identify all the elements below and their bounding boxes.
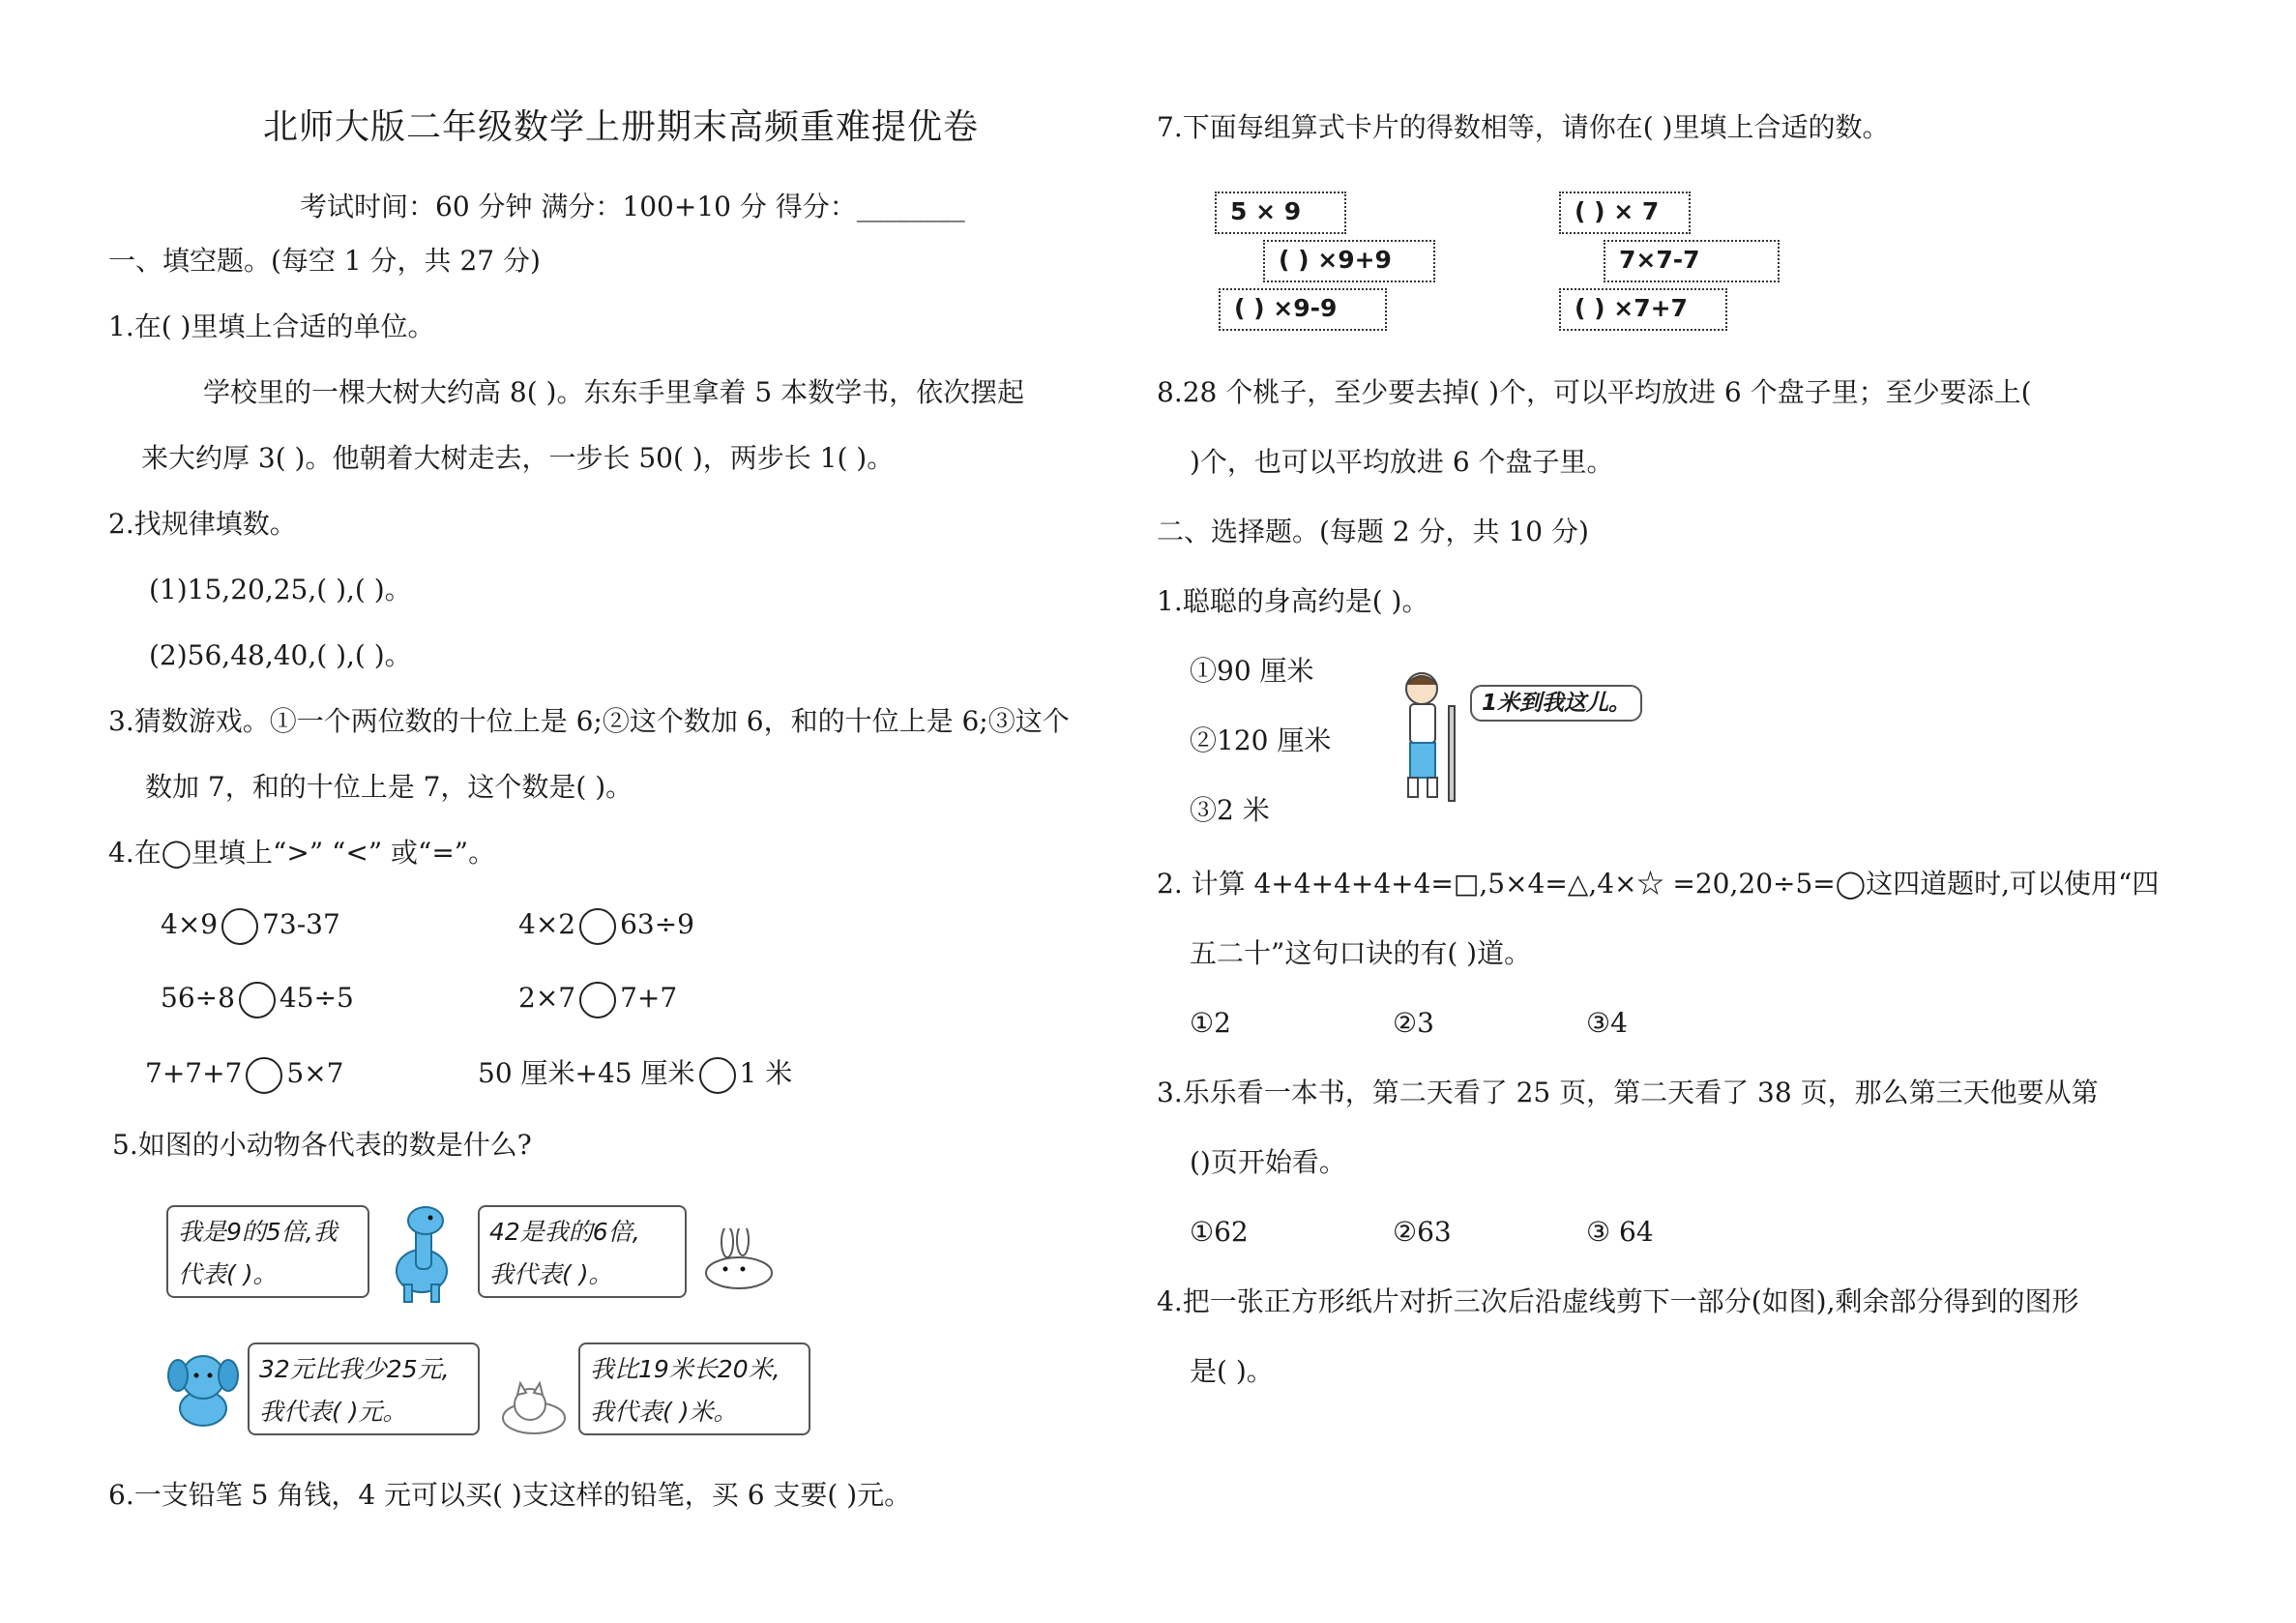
compare-left: 4×9	[161, 908, 219, 940]
c3-line2: ()页开始看。	[1190, 1146, 1346, 1178]
compare-circle[interactable]	[221, 908, 258, 945]
c2-option-3: ③4	[1586, 1007, 1628, 1039]
giraffe-icon	[377, 1203, 456, 1304]
section2-heading: 二、选择题。(每题 2 分，共 10 分)	[1157, 516, 1589, 547]
q3-line2: 数加 7，和的十位上是 7，这个数是( )。	[145, 771, 633, 803]
exam-info: 考试时间：60 分钟 满分：100+10 分 得分：________	[300, 191, 965, 222]
compare-left: 4×2	[518, 908, 576, 940]
c4-line1: 4.把一张正方形纸片对折三次后沿虚线剪下一部分(如图),剩余部分得到的图形	[1157, 1285, 2079, 1317]
expression-card: ( ) × 7	[1559, 192, 1691, 234]
q1-line2: 来大约厚 3( )。他朝着大树走去，一步长 50( )，两步长 1( )。	[141, 442, 895, 474]
c3-line1: 3.乐乐看一本书，第二天看了 25 页，第二天看了 38 页，那么第三天他要从第	[1157, 1077, 2099, 1108]
compare-right: 1 米	[739, 1057, 793, 1089]
section1-heading: 一、填空题。(每空 1 分，共 27 分)	[108, 245, 541, 277]
compare-right: 45÷5	[279, 982, 354, 1014]
q1-stem: 1.在( )里填上合适的单位。	[108, 310, 435, 342]
c3-option-3: ③ 64	[1586, 1216, 1654, 1248]
compare-right: 63÷9	[620, 908, 694, 940]
speech-bubble: 我是9的5倍,我 代表( )。	[166, 1205, 369, 1298]
c2-option-2: ②3	[1393, 1007, 1434, 1039]
compare-left: 56÷8	[161, 982, 235, 1014]
q8-line1: 8.28 个桃子，至少要去掉( )个，可以平均放进 6 个盘子里；至少要添上(	[1157, 376, 2032, 408]
compare-item	[478, 1056, 792, 1094]
compare-right: 5×7	[286, 1057, 344, 1089]
c2-line2: 五二十”这句口诀的有( )道。	[1190, 937, 1532, 969]
compare-circle[interactable]	[699, 1057, 736, 1094]
compare-item	[518, 981, 677, 1018]
c3-option-1: ①62	[1190, 1216, 1249, 1248]
expression-card: ( ) ×9-9	[1219, 288, 1387, 331]
compare-left: 50 厘米+45 厘米	[478, 1057, 695, 1089]
compare-right: 7+7	[620, 982, 678, 1014]
q8-line2: )个，也可以平均放进 6 个盘子里。	[1190, 446, 1614, 478]
q4-stem: 4.在◯里填上“>” “<” 或“=”。	[108, 837, 496, 869]
q2-a: (1)15,20,25,( ),( )。	[149, 574, 412, 605]
q3-line1: 3.猜数游戏。①一个两位数的十位上是 6;②这个数加 6，和的十位上是 6;③这个	[108, 705, 1070, 737]
child-measuring-icon	[1393, 667, 1462, 803]
q2-b: (2)56,48,40,( ),( )。	[149, 639, 412, 671]
q1-line1: 学校里的一棵大树大约高 8( )。东东手里拿着 5 本数学书，依次摆起	[203, 376, 1025, 408]
c2-line1: 2. 计算 4+4+4+4+4=□,5×4=△,4×☆ =20,20÷5=◯这四道题时,可以使用“四	[1157, 868, 2160, 900]
compare-circle[interactable]	[579, 982, 616, 1018]
expression-card: 7×7-7	[1604, 240, 1780, 282]
dog-icon	[164, 1348, 242, 1430]
c1-option-3: ③2 米	[1190, 794, 1270, 826]
compare-left: 2×7	[518, 982, 576, 1014]
page-title: 北师大版二年级数学上册期末高频重难提优卷	[263, 107, 980, 147]
compare-right: 73-37	[262, 908, 340, 940]
c1-stem: 1.聪聪的身高约是( )。	[1157, 585, 1429, 617]
q6: 6.一支铅笔 5 角钱，4 元可以买( )支这样的铅笔，买 6 支要( )元。	[108, 1479, 912, 1511]
q5-stem: 5.如图的小动物各代表的数是什么?	[112, 1129, 532, 1161]
expression-card: 5 × 9	[1215, 192, 1346, 234]
speech-bubble: 32元比我少25元, 我代表( )元。	[248, 1343, 480, 1435]
c1-option-1: ①90 厘米	[1190, 655, 1314, 687]
c3-option-2: ②63	[1393, 1216, 1452, 1248]
c2-option-1: ①2	[1190, 1007, 1231, 1039]
expression-card: ( ) ×7+7	[1559, 288, 1727, 331]
c4-line2: 是( )。	[1190, 1355, 1274, 1387]
speech-bubble: 1米到我这儿。	[1470, 685, 1642, 722]
compare-item	[161, 981, 354, 1018]
q2-stem: 2.找规律填数。	[108, 508, 297, 540]
compare-circle[interactable]	[239, 982, 276, 1018]
compare-item	[145, 1056, 343, 1094]
cat-icon	[491, 1381, 573, 1435]
c1-option-2: ②120 厘米	[1190, 724, 1332, 756]
compare-left: 7+7+7	[145, 1057, 243, 1089]
expression-card: ( ) ×9+9	[1263, 240, 1435, 282]
compare-item	[518, 907, 694, 945]
q7-stem: 7.下面每组算式卡片的得数相等，请你在( )里填上合适的数。	[1157, 111, 1890, 143]
speech-bubble: 我比19米长20米, 我代表( )米。	[578, 1343, 810, 1435]
compare-item	[161, 907, 340, 945]
speech-bubble: 42是我的6倍, 我代表( )。	[478, 1205, 687, 1298]
rabbit-icon	[694, 1228, 781, 1292]
compare-circle[interactable]	[246, 1057, 282, 1094]
compare-circle[interactable]	[579, 908, 616, 945]
